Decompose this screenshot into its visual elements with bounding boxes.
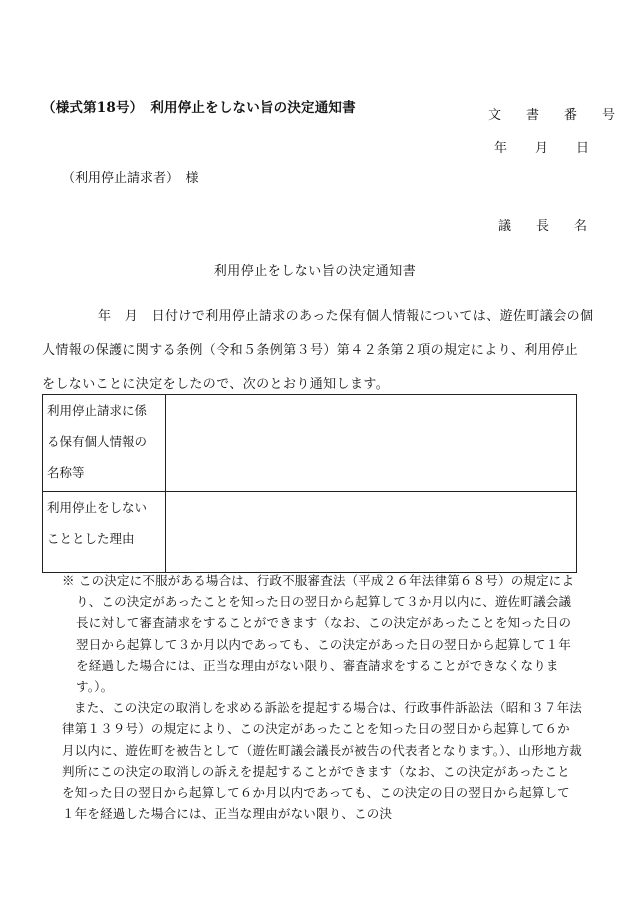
label-line: こととした理由 (47, 531, 135, 546)
label-line: 名称等 (47, 465, 85, 480)
document-number: 文 書 番 号 (488, 108, 622, 123)
note-paragraph-2: また、この決定の取消しを求める訴訟を提起する場合は、行政事件訴訟法（昭和３７年法律第１３９号）の規定により、この決定があったことを知った日の翌日から起算して６か月以内に、遊佐町を被告として（遊佐町議会議長が被告の代表者となります。）、山形地方裁判所にこの決定の取消しの訴えを提起することができます（なお、この決定があったことを知った日の翌日から起算して６か月以内であっても、この決定の日の翌日から起算して１年を経過した場合には、正当な理由がない限り、この決 (62, 700, 583, 822)
table-value-cell (166, 395, 577, 492)
date-year: 年 (494, 141, 508, 156)
label-line: 利用停止をしない (47, 500, 148, 515)
table-value-cell (166, 492, 577, 573)
document-title: 利用停止をしない旨の決定通知書 (213, 264, 417, 279)
table-row (43, 492, 577, 573)
body-line-3: をしないことに決定をしたので、次のとおり通知します。 (42, 377, 390, 392)
info-table (42, 394, 577, 573)
label-line: る保有個人情報の (47, 434, 148, 449)
note-mark: ※ (62, 573, 75, 588)
table-label-cell (43, 492, 166, 573)
table-label-cell (43, 395, 166, 492)
date-line (494, 137, 589, 156)
date-month: 月 (535, 141, 549, 156)
sender: 議 長 名 (498, 219, 594, 234)
date-day: 日 (576, 141, 590, 156)
form-label: （様式第18号） 利用停止をしない旨の決定通知書 (42, 100, 356, 116)
appeal-note (62, 570, 582, 824)
note-paragraph-1 (62, 570, 582, 697)
recipient: （利用停止請求者） 様 (62, 171, 199, 186)
body-line-2: 人情報の保護に関する条例（令和５条例第３号）第４２条第２項の規定により、利用停止 (42, 343, 579, 358)
body-line-1: 年 月 日付けで利用停止請求のあった保有個人情報については、遊佐町議会の個 (98, 309, 594, 324)
table-row (43, 395, 577, 492)
label-line: 利用停止請求に係 (47, 403, 148, 418)
note-text-1: この決定に不服がある場合は、行政不服審査法（平成２６年法律第６８号）の規定により、この決定があったことを知った日の翌日から起算して３か月以内に、遊佐町議会議長に対して審査請求をすることができます（なお、この決定があったことを知った日の翌日から起算して３か月以内であっても、この決定があった日の翌日から起算して１年を経過した場合には、正当な理由がない限り、審査請求をすることができなくなります。）。 (76, 573, 575, 695)
